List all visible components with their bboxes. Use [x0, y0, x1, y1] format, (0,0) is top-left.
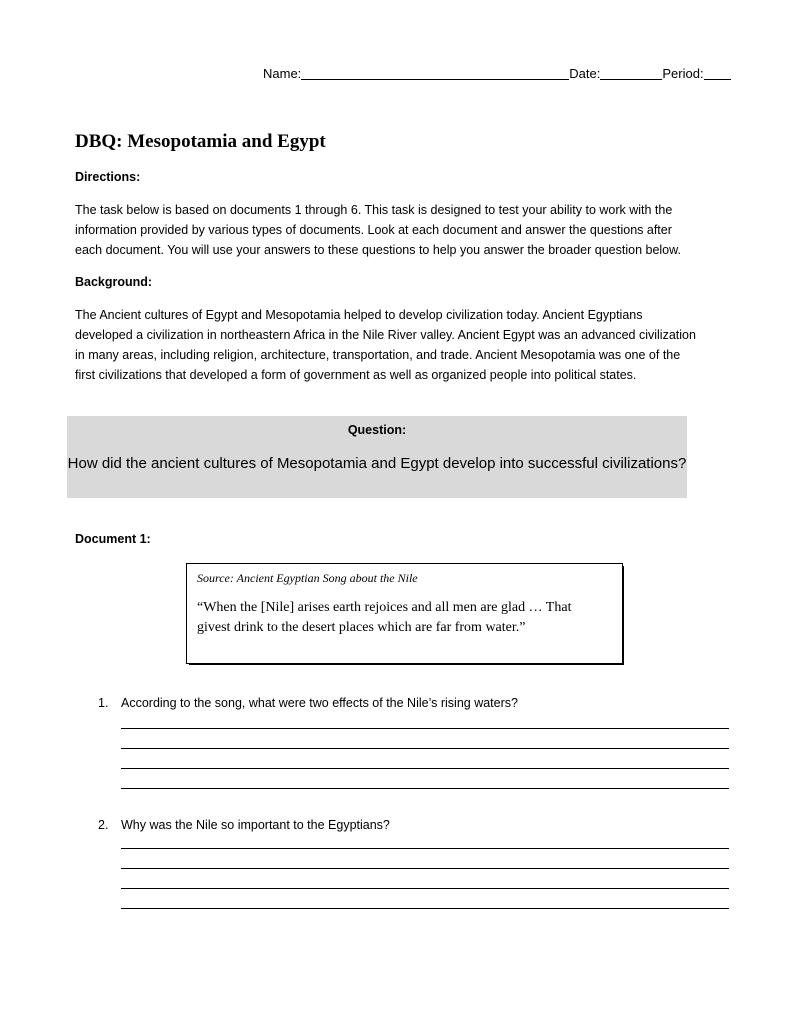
student-info-header [263, 66, 731, 81]
answer-line[interactable] [121, 848, 729, 849]
name-blank[interactable] [301, 67, 569, 80]
answer-line[interactable] [121, 788, 729, 789]
document1-box [186, 563, 623, 664]
directions-paragraph [75, 200, 735, 260]
question-text: How did the ancient cultures of Mesopotamia and Egypt develop into successful civilizations? [67, 455, 687, 472]
background-line: in many areas, including religion, architecture, transportation, and trade. Ancient Mesopotamia was one of the [75, 348, 681, 362]
background-label: Background: [75, 275, 153, 289]
name-label: Name: [263, 66, 302, 81]
answer-line[interactable] [121, 868, 729, 869]
answer-line[interactable] [121, 908, 729, 909]
question2-number: 2. [98, 818, 109, 832]
directions-line: each document. You will use your answers to these questions to help you answer the broader question below. [75, 243, 681, 257]
question1-number: 1. [98, 696, 109, 710]
document1-quote [197, 598, 607, 638]
background-line: developed a civilization in northeastern Africa in the Nile River valley. Ancient Egypt was an advanced civilization [75, 328, 696, 342]
document1-source: Source: Ancient Egyptian Song about the Nile [197, 571, 418, 585]
answer-line[interactable] [121, 748, 729, 749]
question-box [67, 416, 687, 498]
document1-box-shadow-bottom [189, 663, 624, 665]
quote-line: givest drink to the desert places which are far from water.” [197, 620, 526, 635]
directions-line: information provided by various types of documents. Look at each document and answer the questions after [75, 223, 672, 237]
quote-line: “When the [Nile] arises earth rejoices and all men are glad … That [197, 600, 572, 615]
answer-line[interactable] [121, 728, 729, 729]
page-title: DBQ: Mesopotamia and Egypt [75, 131, 326, 152]
directions-label: Directions: [75, 170, 141, 184]
question-label: Question: [347, 423, 407, 437]
document1-box-shadow-right [622, 566, 624, 665]
background-paragraph [75, 305, 735, 385]
question1-text: According to the song, what were two effects of the Nile’s rising waters? [121, 696, 518, 710]
document1-label: Document 1: [75, 532, 151, 546]
directions-line: The task below is based on documents 1 through 6. This task is designed to test your ability to work with the [75, 203, 673, 217]
background-line: first civilizations that developed a form of government as well as organized people into political states. [75, 368, 637, 382]
period-label: Period: [662, 66, 704, 81]
period-blank[interactable] [704, 67, 731, 80]
date-blank[interactable] [600, 67, 662, 80]
answer-line[interactable] [121, 888, 729, 889]
question2-text: Why was the Nile so important to the Egyptians? [121, 818, 390, 832]
answer-line[interactable] [121, 768, 729, 769]
background-line: The Ancient cultures of Egypt and Mesopotamia helped to develop civilization today. Ancient Egyptians [75, 308, 643, 322]
date-label: Date: [569, 66, 601, 81]
